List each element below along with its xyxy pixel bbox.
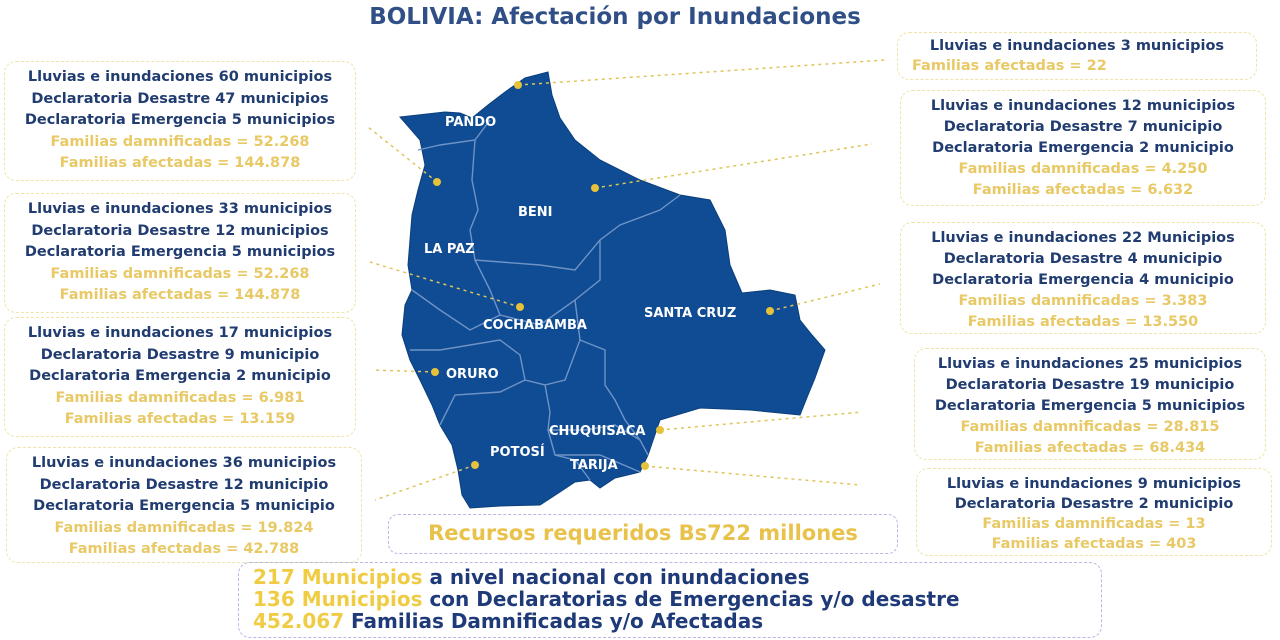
box-line: Declaratoria Emergencia 2 municipio — [932, 140, 1234, 156]
box-line: Lluvias e inundaciones 33 municipios — [27, 201, 333, 217]
info-box-tarija — [916, 468, 1272, 556]
box-line: Lluvias e inundaciones 60 municipios — [27, 69, 333, 85]
box-line: Lluvias e inundaciones 9 municipios — [946, 476, 1242, 492]
summary-row — [253, 566, 1087, 588]
info-box-chuquisaca — [914, 348, 1266, 460]
marker-chuquisaca — [656, 426, 664, 434]
box-line-highlight: Familias damnificadas = 3.383 — [958, 293, 1208, 309]
national-summary — [238, 562, 1102, 638]
box-line: Declaratoria Emergencia 5 municipios — [24, 112, 336, 128]
info-box-pando — [897, 32, 1257, 80]
info-box-potosi — [6, 447, 362, 563]
box-line-highlight: Familias afectadas = 42.788 — [68, 541, 300, 557]
label-tarija: TARIJA — [570, 458, 618, 473]
label-beni: BENI — [518, 205, 553, 220]
summary-row — [253, 610, 1087, 632]
box-line: Declaratoria Emergencia 2 municipio — [29, 368, 331, 384]
summary-text: a nivel nacional con inundaciones — [422, 565, 810, 589]
box-line: Lluvias e inundaciones 12 municipios — [930, 98, 1236, 114]
info-box-beni — [900, 90, 1266, 206]
map-title: BOLIVIA: Afectación por Inundaciones — [369, 4, 861, 30]
box-line: Lluvias e inundaciones 17 municipios — [27, 325, 333, 341]
box-line-highlight: Familias afectadas = 403 — [991, 536, 1197, 552]
box-line-highlight: Familias damnificadas = 6.981 — [55, 389, 305, 406]
label-santa-cruz: SANTA CRUZ — [644, 306, 737, 321]
info-box-la-paz — [4, 61, 356, 181]
box-line-highlight: Familias afectadas = 13.550 — [967, 314, 1199, 330]
label-la-paz: LA PAZ — [424, 242, 475, 257]
box-line-highlight: Familias afectadas = 144.878 — [59, 155, 301, 171]
box-line: Lluvias e inundaciones 3 municipios — [929, 38, 1225, 54]
box-line-highlight: Familias damnificadas = 52.268 — [50, 265, 310, 282]
box-line-highlight: Familias afectadas = 13.159 — [64, 411, 296, 427]
box-line: Lluvias e inundaciones 36 municipios — [31, 455, 337, 471]
box-line: Declaratoria Desastre 47 municipios — [31, 90, 329, 107]
box-line: Declaratoria Desastre 12 municipios — [31, 222, 329, 239]
marker-la-paz — [433, 178, 441, 186]
box-line: Declaratoria Desastre 4 municipio — [943, 251, 1223, 267]
box-line: Declaratoria Emergencia 5 municipios — [24, 244, 336, 260]
marker-cochabamba — [516, 303, 524, 311]
summary-highlight: 136 Municipios — [253, 587, 423, 611]
info-box-santa-cruz — [900, 222, 1266, 334]
summary-text: Familias Damnificadas y/o Afectadas — [344, 609, 764, 633]
marker-pando — [514, 81, 522, 89]
label-potosi: POTOSÍ — [490, 445, 545, 460]
box-line-highlight: Familias damnificadas = 28.815 — [960, 419, 1220, 435]
summary-row — [253, 588, 1087, 610]
box-line-highlight: Familias afectadas = 144.878 — [59, 287, 301, 303]
label-cochabamba: COCHABAMBA — [483, 318, 587, 333]
box-line: Declaratoria Desastre 12 municipio — [39, 476, 329, 493]
summary-text: con Declaratorias de Emergencias y/o desastre — [422, 587, 960, 611]
label-oruro: ORURO — [446, 367, 499, 382]
box-line: Declaratoria Desastre 7 municipio — [943, 119, 1223, 135]
box-line: Declaratoria Emergencia 5 municipio — [33, 498, 335, 514]
summary-highlight: 217 Municipios — [253, 565, 423, 589]
box-line-highlight: Familias damnificadas = 52.268 — [50, 133, 310, 150]
info-box-oruro — [4, 317, 356, 437]
box-line: Declaratoria Desastre 9 municipio — [40, 346, 320, 363]
box-line: Declaratoria Desastre 19 municipio — [945, 377, 1235, 393]
box-line: Lluvias e inundaciones 25 municipios — [937, 356, 1243, 372]
box-line-highlight: Familias afectadas = 6.632 — [972, 182, 1194, 198]
resources-required: Recursos requeridos Bs722 millones — [388, 514, 898, 554]
box-line-highlight: Familias damnificadas = 19.824 — [54, 519, 314, 536]
box-line-highlight: Familias afectadas = 22 — [912, 58, 1107, 74]
info-box-cochabamba — [4, 193, 356, 313]
marker-potosi — [471, 461, 479, 469]
summary-highlight: 452.067 — [253, 609, 345, 633]
box-line-highlight: Familias damnificadas = 13 — [982, 516, 1206, 532]
marker-beni — [591, 184, 599, 192]
marker-oruro — [431, 368, 439, 376]
box-line: Lluvias e inundaciones 22 Municipios — [931, 230, 1235, 246]
box-line-highlight: Familias damnificadas = 4.250 — [958, 161, 1208, 177]
box-line: Declaratoria Emergencia 4 municipio — [932, 272, 1234, 288]
box-line: Declaratoria Desastre 2 municipio — [954, 496, 1234, 512]
box-line-highlight: Familias afectadas = 68.434 — [974, 440, 1206, 456]
marker-tarija — [641, 462, 649, 470]
label-pando: PANDO — [445, 115, 497, 130]
label-chuquisaca: CHUQUISACA — [549, 424, 646, 439]
marker-santa-cruz — [766, 307, 774, 315]
box-line: Declaratoria Emergencia 5 municipios — [934, 398, 1246, 414]
